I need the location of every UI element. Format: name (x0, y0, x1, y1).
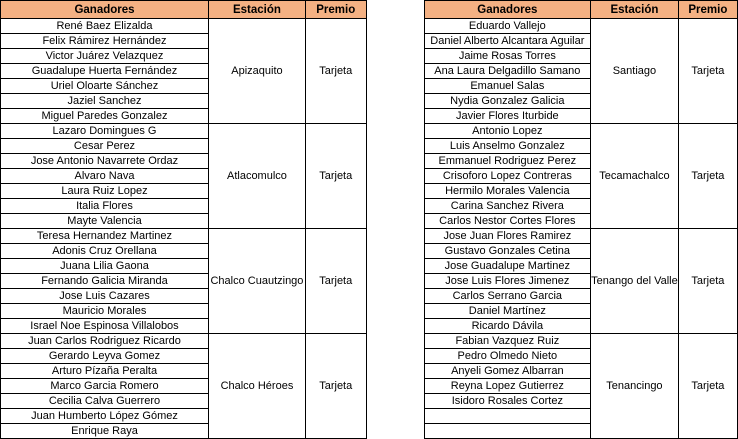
prize-cell: Tarjeta (305, 19, 366, 124)
station-cell: Tenango del Valle (591, 229, 679, 334)
winner-name-cell: Fabian Vazquez Ruiz (424, 334, 591, 349)
station-cell: Chalco Héroes (208, 334, 305, 439)
winner-name-cell: Anyeli Gomez Albarran (424, 364, 591, 379)
winner-name-cell: Carlos Serrano Garcia (424, 289, 591, 304)
winner-name-cell: Uriel Oloarte Sánchez (1, 79, 209, 94)
prize-cell: Tarjeta (305, 124, 366, 229)
table-row (1, 19, 367, 34)
prize-cell: Tarjeta (678, 229, 737, 334)
station-cell: Apizaquito (208, 19, 305, 124)
winner-name-cell: Pedro Olmedo Nieto (424, 349, 591, 364)
winner-name-cell: Juan Carlos Rodriguez Ricardo (1, 334, 209, 349)
winner-name-cell: Juana Lilia Gaona (1, 259, 209, 274)
table-gap-spacer (367, 0, 424, 17)
winners-table-right (424, 0, 738, 439)
column-header-station: Estación (591, 1, 679, 19)
winner-name-cell: Italia Flores (1, 199, 209, 214)
winner-name-cell: Lazaro Domingues G (1, 124, 209, 139)
table-row (424, 124, 737, 139)
table-header-left (1, 1, 367, 19)
winner-name-cell: Carlos Nestor Cortes Flores (424, 214, 591, 229)
winner-name-cell: Emanuel Salas (424, 79, 591, 94)
winner-name-cell: Teresa Hernandez Martinez (1, 229, 209, 244)
winner-name-cell (424, 409, 591, 424)
table-row (1, 334, 367, 349)
column-header-winners: Ganadores (1, 1, 209, 19)
prize-cell: Tarjeta (678, 334, 737, 439)
winner-name-cell: Jose Juan Flores Ramirez (424, 229, 591, 244)
winner-name-cell: Luis Anselmo Gonzalez (424, 139, 591, 154)
winner-name-cell: Mayte Valencia (1, 214, 209, 229)
table-row (424, 229, 737, 244)
winner-name-cell: Fernando Galicia Miranda (1, 274, 209, 289)
winner-name-cell: Alvaro Nava (1, 169, 209, 184)
winner-name-cell: Antonio Lopez (424, 124, 591, 139)
winner-name-cell: Gerardo Leyva Gomez (1, 349, 209, 364)
table-row (1, 124, 367, 139)
winner-name-cell: Guadalupe Huerta Fernández (1, 64, 209, 79)
winners-table-left (0, 0, 367, 439)
station-cell: Tenancingo (591, 334, 679, 439)
winner-name-cell: Laura Ruiz Lopez (1, 184, 209, 199)
winner-name-cell: Jose Luis Cazares (1, 289, 209, 304)
winner-name-cell: Gustavo Gonzales Cetina (424, 244, 591, 259)
header-row (424, 1, 737, 19)
winner-name-cell: Nydia Gonzalez Galicia (424, 94, 591, 109)
winner-name-cell: Ana Laura Delgadillo Samano (424, 64, 591, 79)
winner-name-cell: Mauricio Morales (1, 304, 209, 319)
station-cell: Tecamachalco (591, 124, 679, 229)
winner-name-cell: Hermilo Morales Valencia (424, 184, 591, 199)
winner-name-cell: Eduardo Vallejo (424, 19, 591, 34)
winner-name-cell (424, 424, 591, 439)
winner-name-cell: Jose Guadalupe Martinez (424, 259, 591, 274)
prize-cell: Tarjeta (305, 334, 366, 439)
station-cell: Santiago (591, 19, 679, 124)
prize-cell: Tarjeta (678, 124, 737, 229)
table-body-left (1, 19, 367, 439)
winner-name-cell: Isidoro Rosales Cortez (424, 394, 591, 409)
winner-name-cell: René Baez Elizalda (1, 19, 209, 34)
table-row (1, 229, 367, 244)
winner-name-cell: Marco Garcia Romero (1, 379, 209, 394)
winner-name-cell: Daniel Martínez (424, 304, 591, 319)
winner-name-cell: Jaime Rosas Torres (424, 49, 591, 64)
winner-name-cell: Juan Humberto López Gómez (1, 409, 209, 424)
column-header-prize: Premio (305, 1, 366, 19)
station-cell: Atlacomulco (208, 124, 305, 229)
winner-name-cell: Jose Antonio Navarrete Ordaz (1, 154, 209, 169)
winner-name-cell: Ricardo Dávila (424, 319, 591, 334)
table-body-right (424, 19, 737, 439)
winner-name-cell: Arturo Pízaña Peralta (1, 364, 209, 379)
winner-name-cell: Jose Luis Flores Jimenez (424, 274, 591, 289)
column-header-winners: Ganadores (424, 1, 591, 19)
prize-cell: Tarjeta (305, 229, 366, 334)
station-cell: Chalco Cuautzingo (208, 229, 305, 334)
winner-name-cell: Enrique Raya (1, 424, 209, 439)
winner-name-cell: Emmanuel Rodriguez Perez (424, 154, 591, 169)
winner-name-cell: Cesar Perez (1, 139, 209, 154)
winner-name-cell: Adonis Cruz Orellana (1, 244, 209, 259)
table-row (424, 334, 737, 349)
winner-name-cell: Daniel Alberto Alcantara Aguilar (424, 34, 591, 49)
column-header-station: Estación (208, 1, 305, 19)
winner-name-cell: Felix Rámirez Hernández (1, 34, 209, 49)
winner-name-cell: Reyna Lopez Gutierrez (424, 379, 591, 394)
prize-cell: Tarjeta (678, 19, 737, 124)
table-row (424, 19, 737, 34)
winner-name-cell: Israel Noe Espinosa Villalobos (1, 319, 209, 334)
table-header-right (424, 1, 737, 19)
winner-name-cell: Victor Juárez Velazquez (1, 49, 209, 64)
column-header-prize: Premio (678, 1, 737, 19)
winner-name-cell: Javier Flores Iturbide (424, 109, 591, 124)
winner-name-cell: Miguel Paredes Gonzalez (1, 109, 209, 124)
winner-name-cell: Carina Sanchez Rivera (424, 199, 591, 214)
winner-name-cell: Crisoforo Lopez Contreras (424, 169, 591, 184)
winner-name-cell: Jaziel Sanchez (1, 94, 209, 109)
header-row (1, 1, 367, 19)
winner-name-cell: Cecilia Calva Guerrero (1, 394, 209, 409)
